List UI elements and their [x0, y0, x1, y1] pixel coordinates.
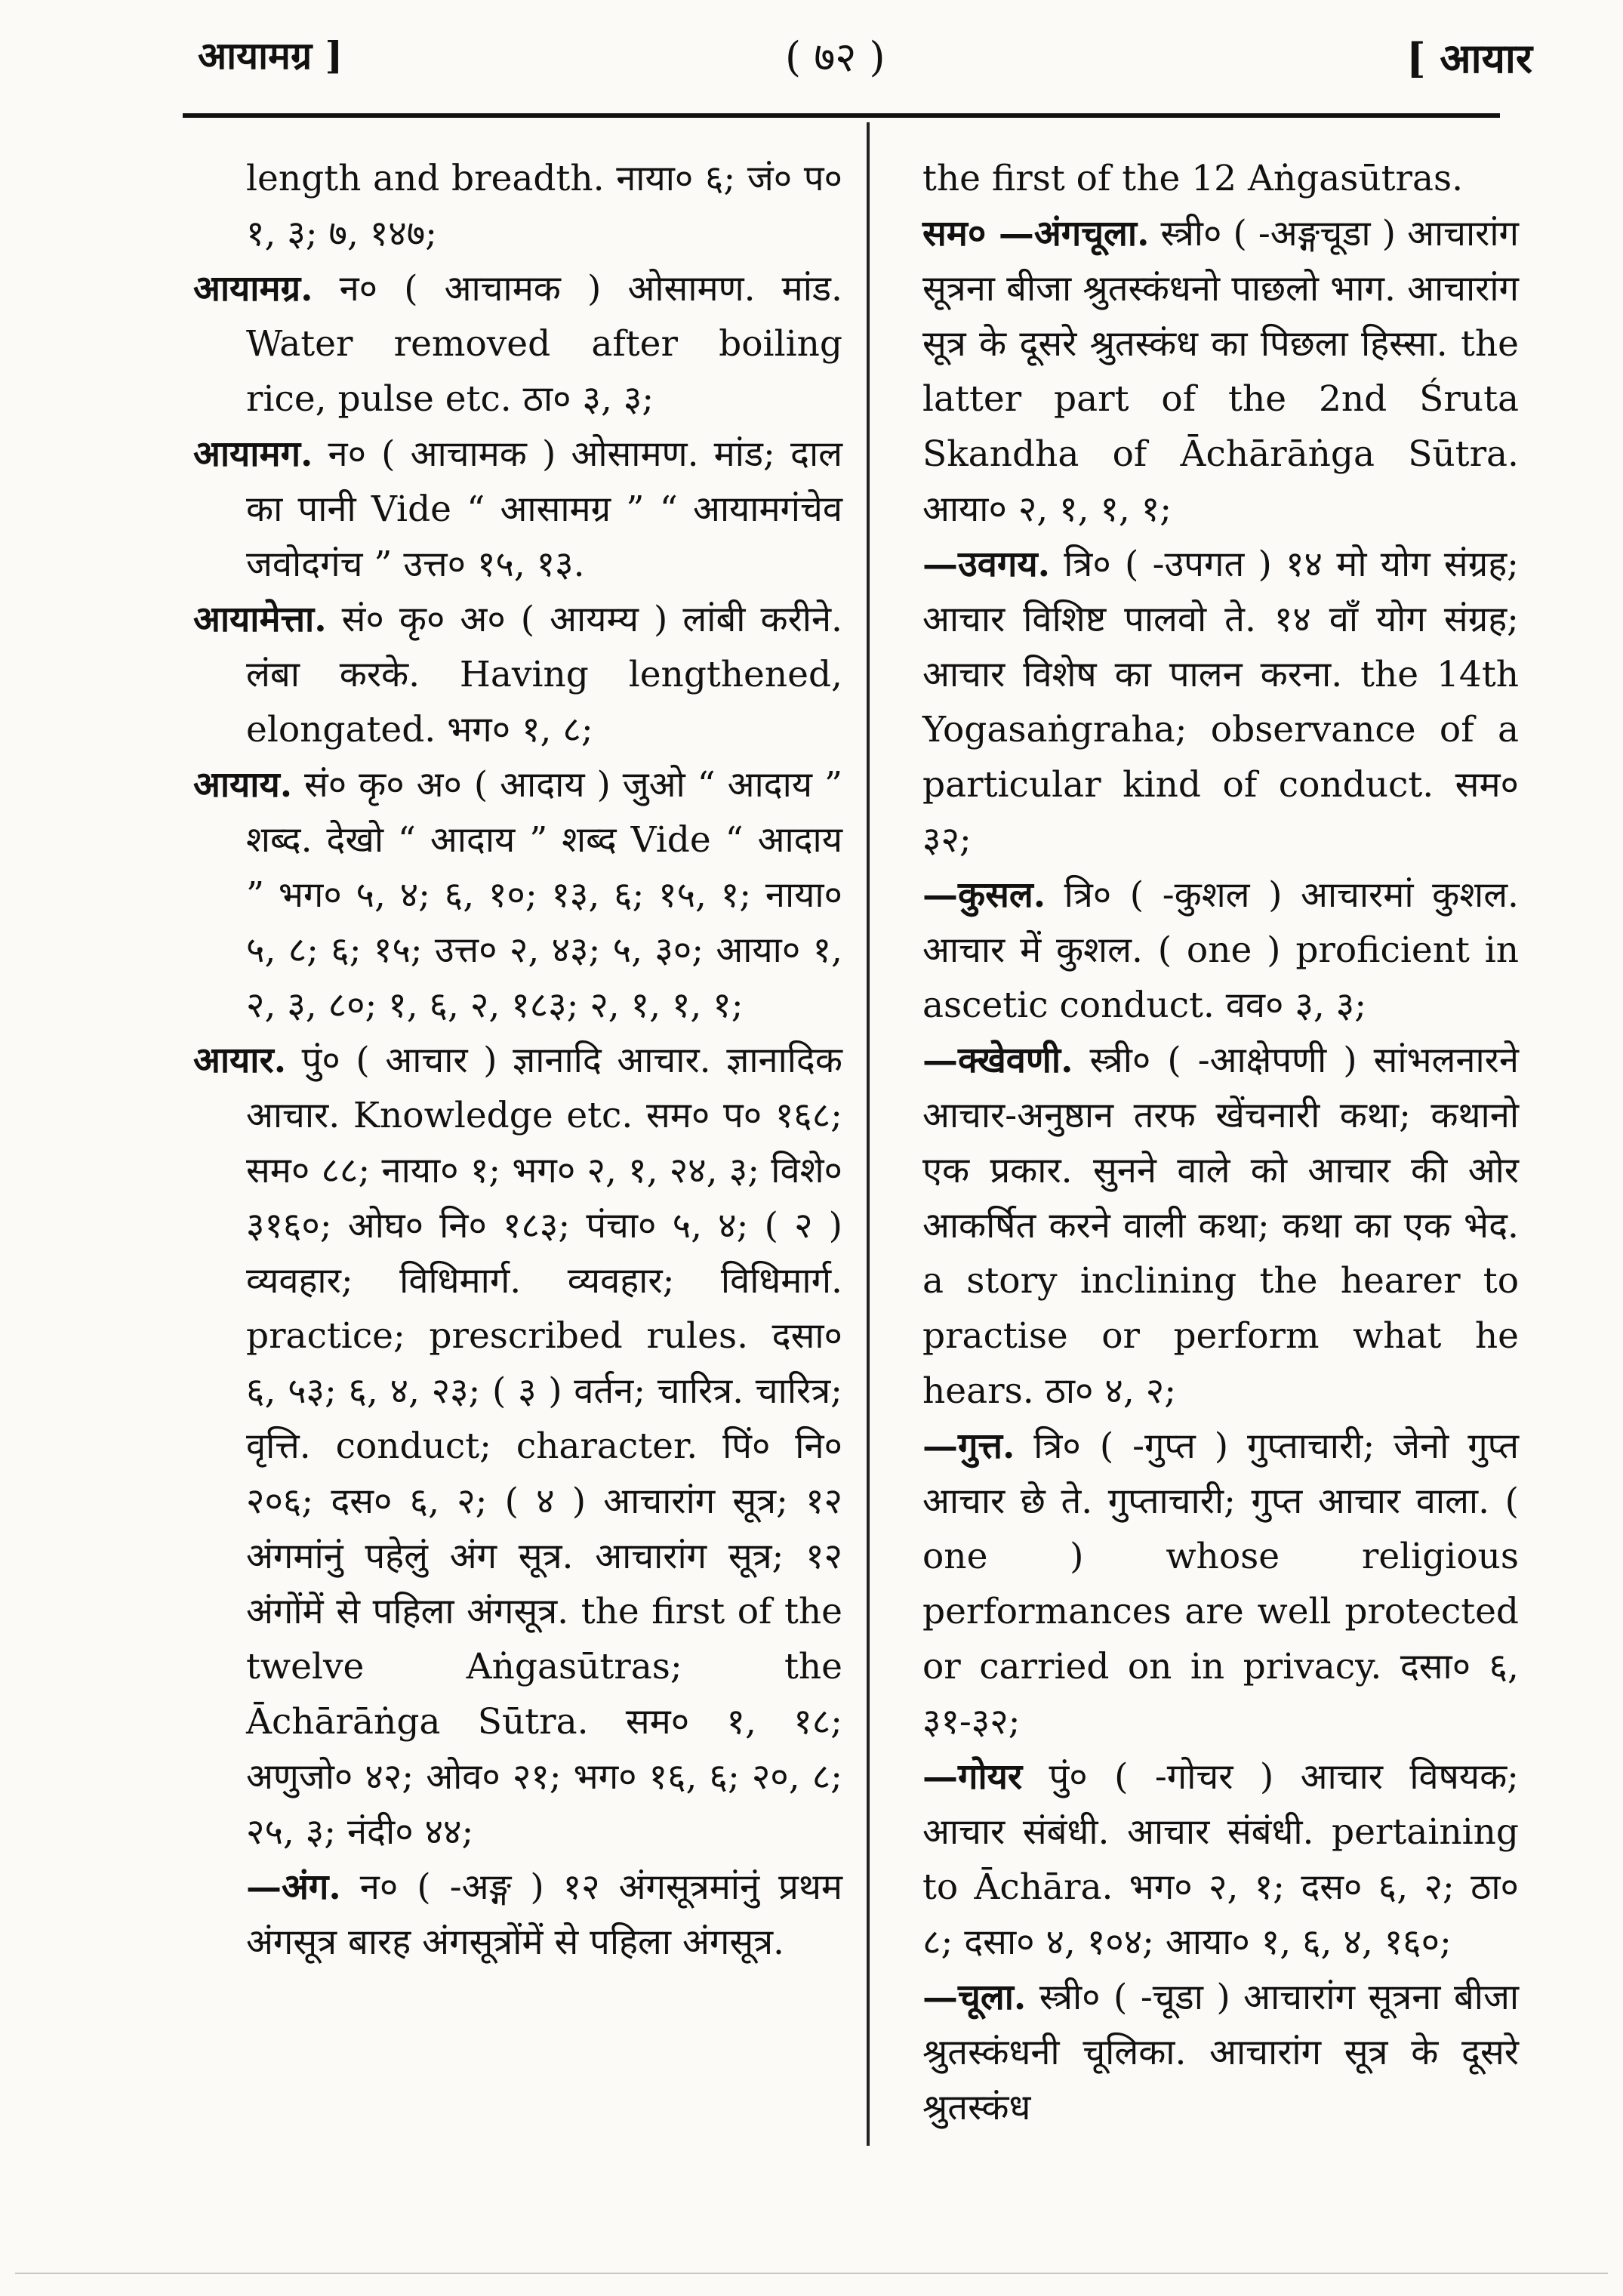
dictionary-entry: आयामग. न० ( आचामक ) ओसामण. मांड; दाल का पानी Vide “ आसामग्र ” “ आयामगंचेव जवोदगंच ” उत्त० १५, १३. [193, 433, 842, 585]
sub-headword: सम० —अंगचूला. [922, 213, 1150, 254]
sub-headword: —गोयर [922, 1756, 1023, 1798]
sub-headword: —गुत्त. [922, 1425, 1015, 1467]
sub-entry: —अंग. न० ( -अङ्ग ) १२ अंगसूत्रमांनुं प्रथम अंगसूत्र बारह अंगसूत्रोंमें से पहिला अंगसूत्र. [246, 1866, 842, 1963]
dictionary-entry: आयामग्र. न० ( आचामक ) ओसामण. मांड. Water removed after boiling rice, pulse etc. ठा० ३, ३; [193, 268, 842, 420]
headword: आयामग. [193, 433, 313, 475]
sub-headword: —अंग. [246, 1866, 341, 1908]
right-column [922, 151, 1519, 2135]
sub-headword: —उवगय. [922, 544, 1050, 585]
page-header [0, 0, 1623, 121]
sub-headword: —कुसल. [922, 874, 1046, 916]
entry-continuation: the first of the 12 Aṅgasūtras. [922, 158, 1464, 199]
page-number: ( ७२ ) [785, 33, 885, 81]
sub-entry: —उवगय. त्रि० ( -उपगत ) १४ मो योग संग्रह; आचार विशिष्ट पालवो ते. १४ वाँ योग संग्रह; आचार विशेष का पालन करना. the 14th Yogasaṅgraha; observance of a particular kind of conduct. सम० ३२; [922, 544, 1519, 861]
left-guide-word: आयामग्र ] [198, 33, 343, 78]
right-guide-word: [ आयार [1406, 34, 1532, 82]
column-divider [867, 122, 870, 2146]
dictionary-entry: आयार. पुं० ( आचार ) ज्ञानादि आचार. ज्ञानादिक आचार. Knowledge etc. सम० प० १६८; सम० ८८; नाया० १; भग० २, १, २४, ३; विशे० ३१६०; ओघ० नि० १८३; पंचा० ५, ४; ( २ ) व्यवहार; विधिमार्ग. व्यवहार; विधिमार्ग. practice; prescribed rules. दसा० ६, ५३; ६, ४, २३; ( ३ ) वर्तन; चारित्र. चारित्र; वृत्ति. conduct; character. पिं० नि० २०६; दस० ६, २; ( ४ ) आचारांग सूत्र; १२ अंगमांनुं पहेलुं अंग सूत्र. आचारांग सूत्र; १२ अंगोंमें से पहिला अंगसूत्र. the first of the twelve Aṅgasūtras; the Āchārāṅga Sūtra. सम० १, १८; अणुजो० ४२; ओव० २१; भग० १६, ६; २०, ८; २५, ३; नंदी० ४४; [193, 1040, 842, 1853]
sub-entry: —क्खेवणी. स्त्री० ( -आक्षेपणी ) सांभलनारने आचार-अनुष्ठान तरफ खेंचनारी कथा; कथानो एक प्रकार. सुनने वाले को आचार की ओर आकर्षित करने वाली कथा; कथा का एक भेद. a story inclining the hearer to practise or perform what he hears. ठा० ४, २; [922, 1040, 1519, 1412]
sub-entry: —गुत्त. त्रि० ( -गुप्त ) गुप्ताचारी; जेनो गुप्त आचार छे ते. गुप्ताचारी; गुप्त आचार वाला. ( one ) whose religious performances are well protected or carried on in privacy. दसा० ६, ३१-३२; [922, 1425, 1519, 1743]
sub-entry: —गोयर पुं० ( -गोचर ) आचार विषयक; आचार संबंधी. आचार संबंधी. pertaining to Āchāra. भग० २, १; दस० ६, २; ठा० ८; दसा० ४, १०४; आया० १, ६, ४, १६०; [922, 1756, 1519, 1963]
sub-headword: —चूला. [922, 1977, 1027, 2018]
sub-entry: —चूला. स्त्री० ( -चूडा ) आचारांग सूत्रना बीजा श्रुतस्कंधनी चूलिका. आचारांग सूत्र के दूसरे श्रुतस्कंध [922, 1977, 1519, 2128]
sub-entry: सम० —अंगचूला. स्त्री० ( -अङ्गचूडा ) आचारांग सूत्रना बीजा श्रुतस्कंधनो पाछलो भाग. आचारांग सूत्र के दूसरे श्रुतस्कंध का पिछला हिस्सा. the latter part of the 2nd Śruta Skandha of Āchārāṅga Sūtra. आया० २, १, १, १; [922, 213, 1520, 530]
header-rule [183, 113, 1500, 118]
headword: आयामग्र. [193, 268, 313, 310]
entry-continuation: length and breadth. नाया० ६; जं० प० १, ३; ७, १४७; [246, 158, 842, 254]
sub-entry: —कुसल. त्रि० ( -कुशल ) आचारमां कुशल. आचार में कुशल. ( one ) proficient in ascetic conduct. वव० ३, ३; [922, 874, 1519, 1026]
left-column [193, 151, 842, 1970]
headword: आयार. [193, 1040, 287, 1081]
dictionary-entry: आयामेत्ता. सं० कृ० अ० ( आयम्य ) लांबी करीने. लंबा करके. Having lengthened, elongated. भग० १, ८; [193, 599, 842, 750]
sub-headword: —क्खेवणी. [922, 1040, 1073, 1081]
headword: आयाय. [193, 764, 293, 806]
dictionary-entry: आयाय. सं० कृ० अ० ( आदाय ) जुओ “ आदाय ” शब्द. देखो “ आदाय ” शब्द Vide “ आदाय ” भग० ५, ४; ६, १०; १३, ६; १५, १; नाया० ५, ८; ६; १५; उत्त० २, ४३; ५, ३०; आया० १, २, ३, ८०; १, ६, २, १८३; २, १, १, १; [193, 764, 842, 1026]
page-bottom-edge [15, 2273, 1608, 2274]
headword: आयामेत्ता. [193, 599, 327, 640]
